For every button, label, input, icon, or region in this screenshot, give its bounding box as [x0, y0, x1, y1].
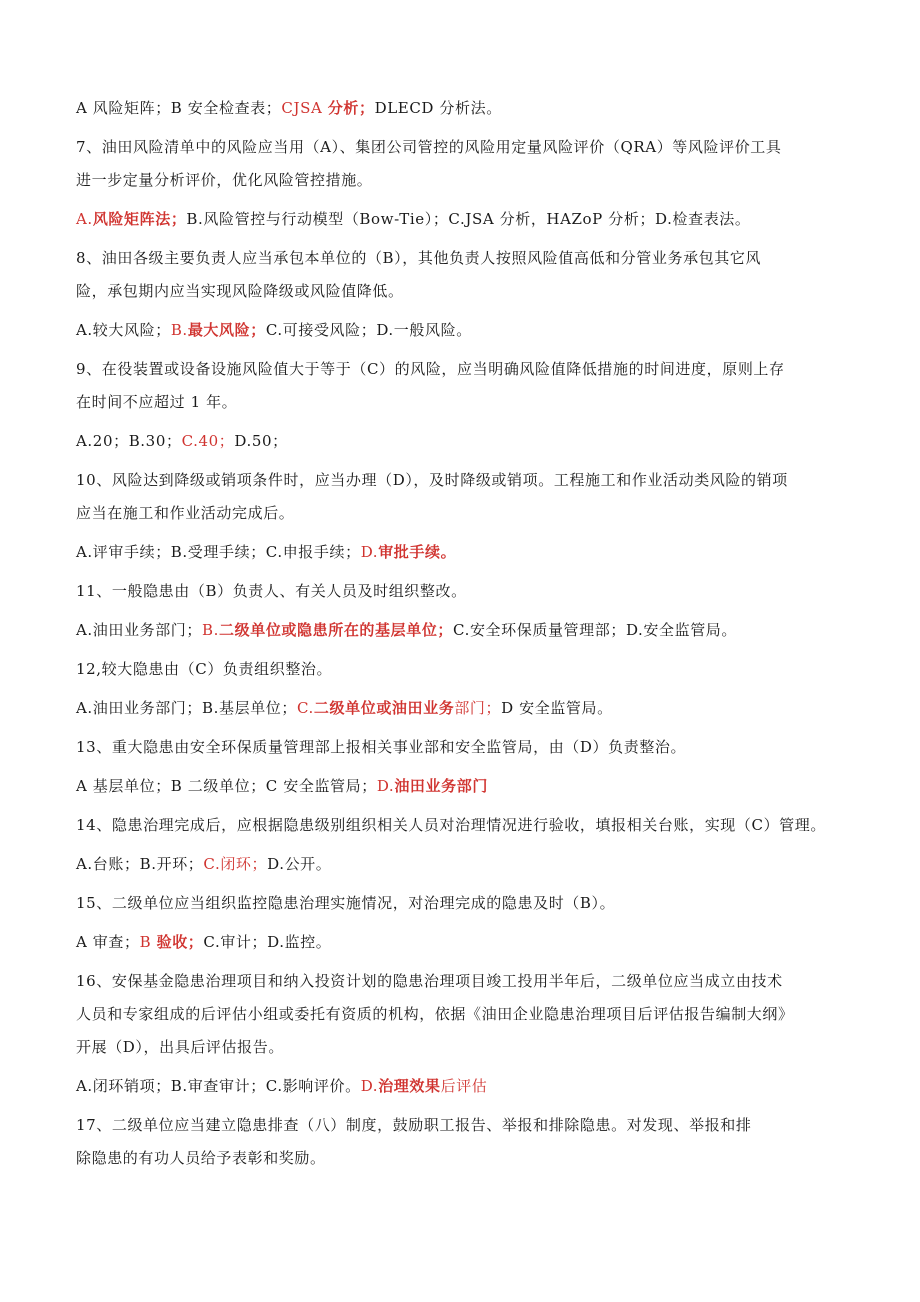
line-text: 应当在施工和作业活动完成后。	[76, 504, 295, 522]
line-text: 险，承包期内应当实现风险降级或风险值降低。	[76, 282, 404, 300]
line-text: 9、在役装置或设备设施风险值大于等于（C）的风险，应当明确风险值降低措施的时间进度，原则上存	[76, 360, 785, 378]
answer-text: C.40；	[181, 432, 235, 450]
answer-text: 最大风险；	[187, 321, 266, 339]
text-line	[76, 657, 876, 681]
text-line	[76, 696, 876, 720]
line-text: 11、一般隐患由（B）负责人、有关人员及时组织整改。	[76, 582, 467, 600]
line-text: C.可接受风险；D.一般风险。	[265, 321, 472, 339]
line-text: 8、油田各级主要负责人应当承包本单位的（B），其他负责人按照风险值高低和分管业务承包其它风	[76, 249, 762, 267]
line-text: 进一步定量分析评价，优化风险管控措施。	[76, 171, 373, 189]
text-line	[76, 579, 876, 603]
line-text: A.台账；B.开环；	[76, 855, 204, 873]
line-text: 人员和专家组成的后评估小组或委托有资质的机构，依据《油田企业隐患治理项目后评估报告编制大纲》	[76, 1005, 794, 1023]
text-line	[76, 279, 876, 303]
text-line	[76, 1074, 876, 1098]
answer-text: CJSA	[281, 99, 328, 117]
line-text: D.公开。	[267, 855, 332, 873]
text-line	[76, 891, 876, 915]
text-line	[76, 135, 876, 159]
text-line	[76, 468, 876, 492]
answer-text: 油田业务部门	[394, 777, 488, 795]
text-line	[76, 969, 876, 993]
answer-text: 部门；	[454, 699, 502, 717]
answer-text: B.	[202, 621, 220, 639]
text-line	[76, 207, 876, 231]
line-text: 15、二级单位应当组织监控隐患治理实施情况，对治理完成的隐患及时（B）。	[76, 894, 616, 912]
line-text: 7、油田风险清单中的风险应当用（A）、集团公司管控的风险用定量风险评价（QRA）等风险评价工具	[76, 138, 782, 156]
text-line	[76, 618, 876, 642]
line-text: 12,较大隐患由（C）负责组织整治。	[76, 660, 333, 678]
text-line	[76, 735, 876, 759]
text-line	[76, 318, 876, 342]
line-text: 14、隐患治理完成后，应根据隐患级别组织相关人员对治理情况进行验收，填报相关台账，实现（C）管理。	[76, 816, 826, 834]
answer-text: D.	[360, 543, 379, 561]
line-text: A.20；B.30；	[76, 432, 182, 450]
text-line	[76, 390, 876, 414]
line-text: 17、二级单位应当建立隐患排查（八）制度，鼓励职工报告、举报和排除隐患。对发现、举报和排	[76, 1116, 752, 1134]
line-text: D 安全监管局。	[501, 699, 613, 717]
line-text: B.风险管控与行动模型（Bow-Tie）；C.JSA 分析，HAZoP 分析；D.检查表法。	[186, 210, 751, 228]
line-text: A.闭环销项；B.审查审计；C.影响评价。	[76, 1077, 361, 1095]
answer-text: 审批手续。	[378, 543, 457, 561]
text-line	[76, 930, 876, 954]
text-line	[76, 429, 876, 453]
line-text: 开展（D），出具后评估报告。	[76, 1038, 284, 1056]
text-line	[76, 1002, 876, 1026]
text-line	[76, 1113, 876, 1137]
answer-text: 治理效果	[378, 1077, 441, 1095]
line-text: C.安全环保质量管理部；D.安全监管局。	[453, 621, 738, 639]
text-line	[76, 168, 876, 192]
line-text: A 审查；	[76, 933, 140, 951]
answer-text: C.	[297, 699, 314, 717]
answer-text: 风险矩阵法；	[92, 210, 187, 228]
answer-text: 二级单位或油田业务	[313, 699, 455, 717]
text-line	[76, 1035, 876, 1059]
text-line	[76, 96, 876, 120]
line-text: D.50；	[234, 432, 288, 450]
answer-text: B	[139, 933, 157, 951]
text-line	[76, 540, 876, 564]
line-text: 16、安保基金隐患治理项目和纳入投资计划的隐患治理项目竣工投用半年后，二级单位应当成立由技术	[76, 972, 783, 990]
line-text: A.油田业务部门；B.基层单位；	[76, 699, 297, 717]
answer-text: D.	[360, 1077, 379, 1095]
answer-text: C.闭环；	[203, 855, 268, 873]
text-line	[76, 813, 876, 837]
document-page	[76, 96, 876, 1185]
line-text: A.评审手续；B.受理手续；C.申报手续；	[76, 543, 361, 561]
text-line	[76, 774, 876, 798]
text-line	[76, 501, 876, 525]
line-text: A 风险矩阵；B 安全检查表；	[76, 99, 282, 117]
line-text: DLECD 分析法。	[374, 99, 502, 117]
text-line	[76, 357, 876, 381]
answer-text: D.	[376, 777, 395, 795]
answer-text: 二级单位或隐患所在的基层单位；	[219, 621, 454, 639]
text-line	[76, 246, 876, 270]
line-text: 在时间不应超过 1 年。	[76, 393, 238, 411]
line-text: A.较大风险；	[76, 321, 171, 339]
answer-text: B.	[170, 321, 188, 339]
line-text: 13、重大隐患由安全环保质量管理部上报相关事业部和安全监管局，由（D）负责整治。	[76, 738, 687, 756]
line-text: A.油田业务部门；	[76, 621, 203, 639]
line-text: 10、风险达到降级或销项条件时，应当办理（D），及时降级或销项。工程施工和作业活动类风险的销项	[76, 471, 788, 489]
line-text: A 基层单位；B 二级单位；C 安全监管局；	[76, 777, 377, 795]
answer-text: A.	[76, 210, 93, 228]
answer-text: 分析；	[327, 99, 375, 117]
line-text: C.审计；D.监控。	[203, 933, 332, 951]
answer-text: 验收；	[156, 933, 204, 951]
line-text: 除隐患的有功人员给予表彰和奖励。	[76, 1149, 326, 1167]
text-line	[76, 852, 876, 876]
text-line	[76, 1146, 876, 1170]
answer-text: 后评估	[440, 1077, 488, 1095]
